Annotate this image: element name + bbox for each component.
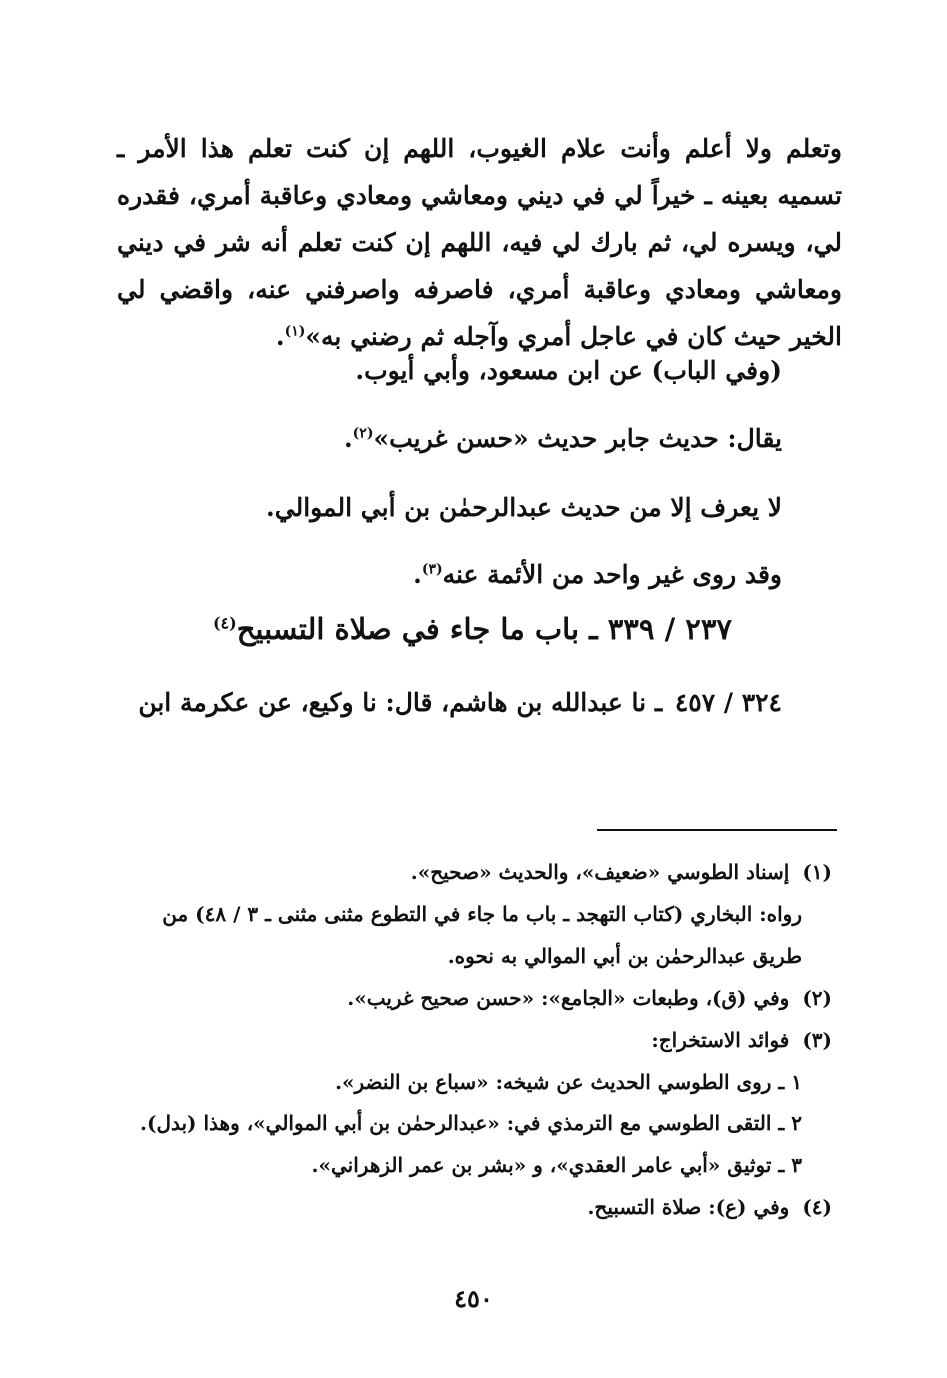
chapter-heading-text: ٢٣٧ / ٣٣٩ ـ باب ما جاء في صلاة التسبيح (236, 612, 732, 646)
footnote-1-cont2-text: طريق عبدالرحمٰن بن أبي الموالي به نحوه. (447, 944, 802, 968)
footnote-ref-3: (٣) (421, 561, 443, 578)
footnote-ref-1: (١) (284, 323, 306, 340)
main-paragraph-text: وتعلم ولا أعلم وأنت علام الغيوب، اللهم إن كنت تعلم هذا الأمر ـ تسميه بعينه ـ خيراً لي في ديني ومعاشي ومعادي وعاقبة أمري، فقدره لي، ويسره لي، ثم بارك لي فيه، اللهم إن كنت تعلم أنه شر في ديني ومعاشي ومعادي وعاقبة أمري، فاصرفه واصرفني عنه، واقضي لي الخير حيث كان في عاجل أمري وآجله ثم رضني به» (117, 134, 842, 351)
footnote-3-item-2-text: ٢ ـ التقى الطوسي مع الترمذي في: «عبدالرحمٰن بن أبي الموالي»، وهذا (بدل). (140, 1111, 802, 1135)
footnote-1-continuation-1 (162, 902, 802, 926)
footnote-3-item-3 (312, 1153, 802, 1177)
hadith-text: ـ نا عبدالله بن هاشم، قال: نا وكيع، عن عكرمة ابن (138, 688, 663, 717)
footnote-ref-4: (٤) (212, 613, 237, 633)
bab-line (355, 356, 782, 385)
bab-line-text: (وفي الباب) عن ابن مسعود، وأبي أيوب. (355, 356, 782, 385)
rawa-line (413, 560, 782, 589)
yuqal-line-text: يقال: حديث جابر حديث «حسن غريب» (373, 424, 782, 453)
footnote-1-text: إسناد الطوسي «ضعيف»، والحديث «صحيح». (410, 860, 790, 884)
footnote-3-item-1 (335, 1070, 802, 1094)
footnote-3 (647, 1028, 832, 1052)
chapter-heading (213, 612, 732, 646)
footnote-1-cont1-text: رواه: البخاري (كتاب التهجد ـ باب ما جاء في التطوع مثنى مثنى ـ ٣ / ٤٨) من (162, 902, 802, 926)
footnote-2-number: (٢) (802, 986, 832, 1010)
footnote-1-continuation-2 (448, 944, 802, 968)
yuraf-line (266, 493, 782, 522)
footnote-3-item-2 (140, 1111, 802, 1135)
footnote-3-label: فوائد الاستخراج: (651, 1028, 790, 1052)
rawa-line-text: وقد روى غير واحد من الأئمة عنه (442, 560, 782, 589)
yuqal-line-end: . (343, 424, 353, 453)
footnote-3-item-3-text: ٣ ـ توثيق «أبي عامر العقدي»، و «بشر بن عمر الزهراني». (311, 1153, 802, 1177)
footnote-4-text: وفي (ع): صلاة التسبيح. (587, 1195, 790, 1219)
footnote-2-text: وفي (ق)، وطبعات «الجامع»: «حسن صحيح غريب». (347, 986, 790, 1010)
hadith-line (112, 688, 782, 717)
footnote-1 (411, 860, 832, 884)
hadith-number: ٣٢٤ / ٤٥٧ (674, 688, 782, 717)
yuqal-line (344, 424, 782, 453)
footnote-3-item-1-text: ١ ـ روى الطوسي الحديث عن شيخه: «سباع بن النضر». (335, 1070, 802, 1094)
footnote-1-number: (١) (802, 860, 832, 884)
footnote-ref-2: (٢) (352, 425, 374, 442)
main-paragraph (117, 125, 842, 360)
footnote-2 (347, 986, 832, 1010)
footnote-4-number: (٤) (802, 1195, 832, 1219)
page-number: ٤٥٠ (454, 1284, 493, 1313)
yuraf-line-text: لا يعرف إلا من حديث عبدالرحمٰن بن أبي الموالي. (266, 493, 782, 522)
main-paragraph-end: . (275, 322, 285, 351)
footnote-4 (587, 1195, 832, 1219)
rawa-line-end: . (413, 560, 422, 589)
footnote-3-number: (٣) (802, 1028, 832, 1052)
footnote-separator (597, 829, 837, 831)
